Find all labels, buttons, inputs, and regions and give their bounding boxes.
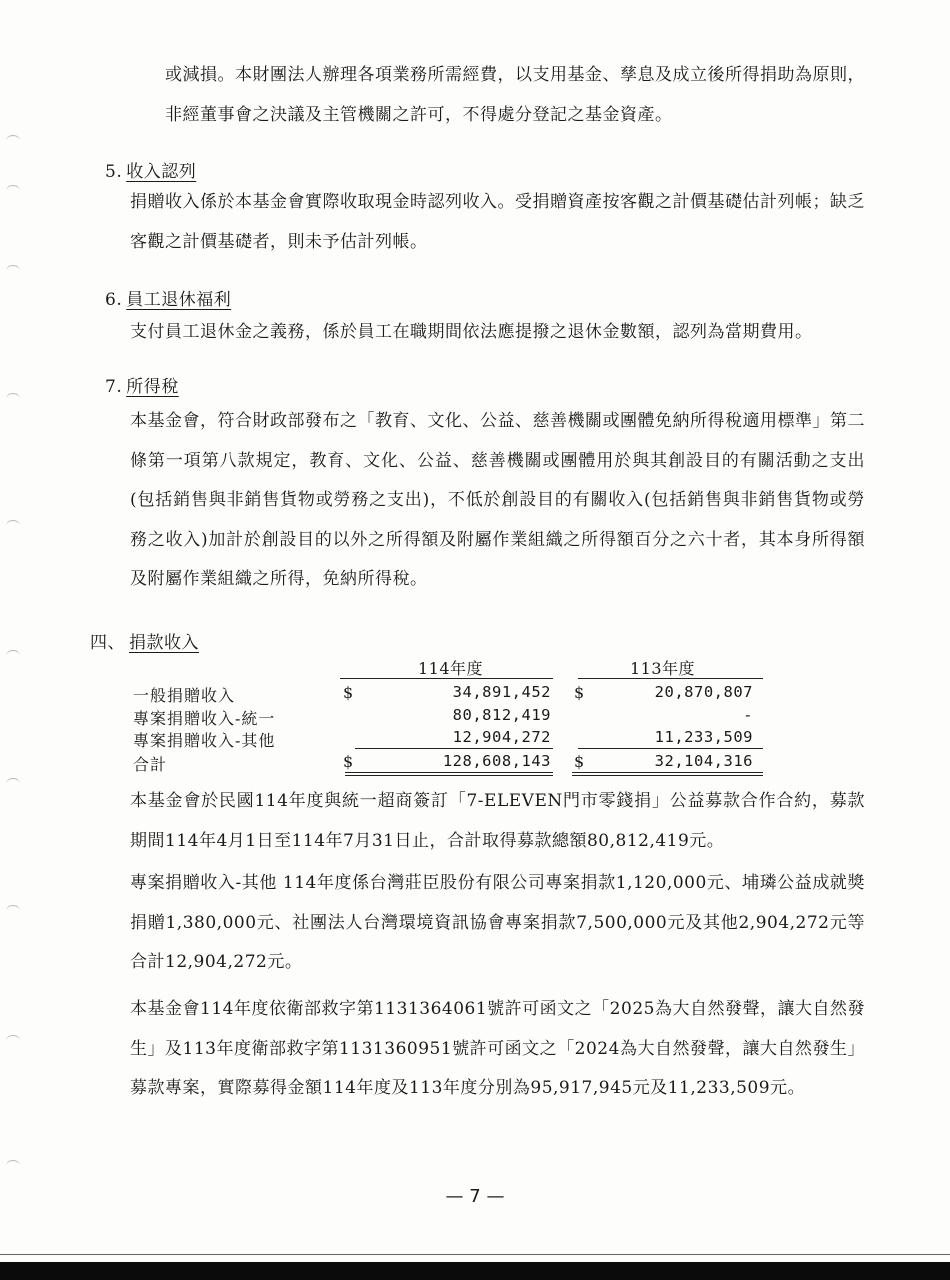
binding-mark	[6, 1160, 20, 1171]
currency-symbol: $	[343, 683, 354, 702]
heading-number: 7.	[105, 377, 123, 397]
value-113: -	[743, 706, 753, 724]
heading-title: 員工退休福利	[126, 290, 232, 310]
column-header-113: 113年度	[630, 659, 696, 678]
value-113: 20,870,807	[654, 683, 753, 701]
section-number: 四、	[90, 633, 125, 653]
value-113: 11,233,509	[654, 728, 753, 746]
scan-edge	[0, 1262, 950, 1280]
paragraph-revenue-recognition: 捐贈收入係於本基金會實際收取現金時認列收入。受捐贈資產按客觀之計價基礎估計列帳；缺乏客觀之計價基礎者，則未予估計列帳。	[130, 192, 865, 252]
row-label: 一般捐贈收入	[133, 686, 236, 705]
column-header-114: 114年度	[418, 659, 484, 678]
page-number: — 7 —	[445, 1186, 505, 1207]
paragraph-income-tax: 本基金會，符合財政部發布之「教育、文化、公益、慈善機關或團體免納所得稅適用標準」第二條第一項第八款規定，教育、文化、公益、慈善機關或團體用於與其創設目的有關活動之支出(包括銷售與非銷售貨物或勞務之支出)，不低於創設目的有關收入(包括銷售與非銷售貨物或勞務之收入)加計於創設目的以外之所得額及附屬作業組織之所得額百分之六十者，其本身所得額及附屬作業組織之所得，免納所得稅。	[130, 411, 865, 589]
currency-symbol: $	[574, 683, 585, 702]
currency-symbol: $	[343, 752, 354, 771]
value-113: 32,104,316	[654, 752, 753, 770]
table-row	[133, 728, 773, 750]
heading-income-tax	[105, 372, 179, 397]
heading-number: 5.	[105, 162, 123, 182]
heading-title: 收入認列	[126, 162, 197, 182]
row-label: 專案捐贈收入-統一	[133, 709, 276, 728]
bottom-rule	[0, 1254, 950, 1255]
total-double-rule	[572, 775, 763, 776]
header-underline	[578, 678, 763, 679]
row-label: 合計	[133, 755, 168, 774]
value-114: 80,812,419	[452, 706, 551, 724]
binding-mark	[6, 393, 20, 404]
header-underline	[340, 678, 553, 679]
binding-mark	[6, 265, 20, 276]
table-row	[133, 706, 773, 728]
section-title: 捐款收入	[129, 633, 199, 653]
subtotal-rule	[355, 748, 553, 749]
paragraph-other-donations: 專案捐贈收入-其他 114年度係台灣莊臣股份有限公司專案捐款1,120,000元、埔璘公益成就獎捐贈1,380,000元、社團法人台灣環境資訊協會專案捐款7,500,000元及其他2,904,272元等合計12,904,272元。	[130, 873, 865, 972]
binding-mark	[6, 650, 20, 661]
heading-revenue-recognition	[105, 157, 196, 182]
paragraph-fund-usage: 或減損。本財團法人辦理各項業務所需經費，以支用基金、孳息及成立後所得捐助為原則，非經董事會之決議及主管機關之許可，不得處分登記之基金資產。	[165, 65, 865, 125]
paragraph-campaigns: 本基金會114年度依衛部救字第1131364061號許可函文之「2025為大自然發聲，讓大自然發生」及113年度衛部救字第1131360951號許可函文之「2024為大自然發聲，讓大自然發生」募款專案，實際募得金額114年度及113年度分別為95,917,945元及11,233,509元。	[130, 999, 865, 1098]
heading-donation-income	[90, 628, 199, 653]
binding-mark	[6, 905, 20, 916]
paragraph-711-donation: 本基金會於民國114年度與統一超商簽訂「7-ELEVEN門市零錢捐」公益募款合作合約，募款期間114年4月1日至114年7月31日止，合計取得募款總額80,812,419元。	[130, 791, 865, 851]
table-row-total	[133, 752, 773, 774]
heading-retirement-benefits	[105, 285, 231, 310]
heading-title: 所得稅	[126, 377, 179, 397]
binding-mark	[6, 1035, 20, 1046]
heading-number: 6.	[105, 290, 123, 310]
binding-mark	[6, 185, 20, 196]
currency-symbol: $	[574, 752, 585, 771]
value-114: 34,891,452	[452, 683, 551, 701]
binding-mark	[6, 778, 20, 789]
total-double-rule	[572, 772, 763, 773]
binding-mark	[6, 520, 20, 531]
paragraph-retirement-benefits: 支付員工退休金之義務，係於員工在職期間依法應提撥之退休金數額，認列為當期費用。	[130, 322, 813, 342]
row-label: 專案捐贈收入-其他	[133, 731, 276, 750]
total-double-rule	[345, 772, 553, 773]
value-114: 128,608,143	[442, 752, 551, 770]
value-114: 12,904,272	[452, 728, 551, 746]
subtotal-rule	[578, 748, 763, 749]
table-row	[133, 683, 773, 705]
total-double-rule	[345, 775, 553, 776]
binding-mark	[6, 135, 20, 146]
